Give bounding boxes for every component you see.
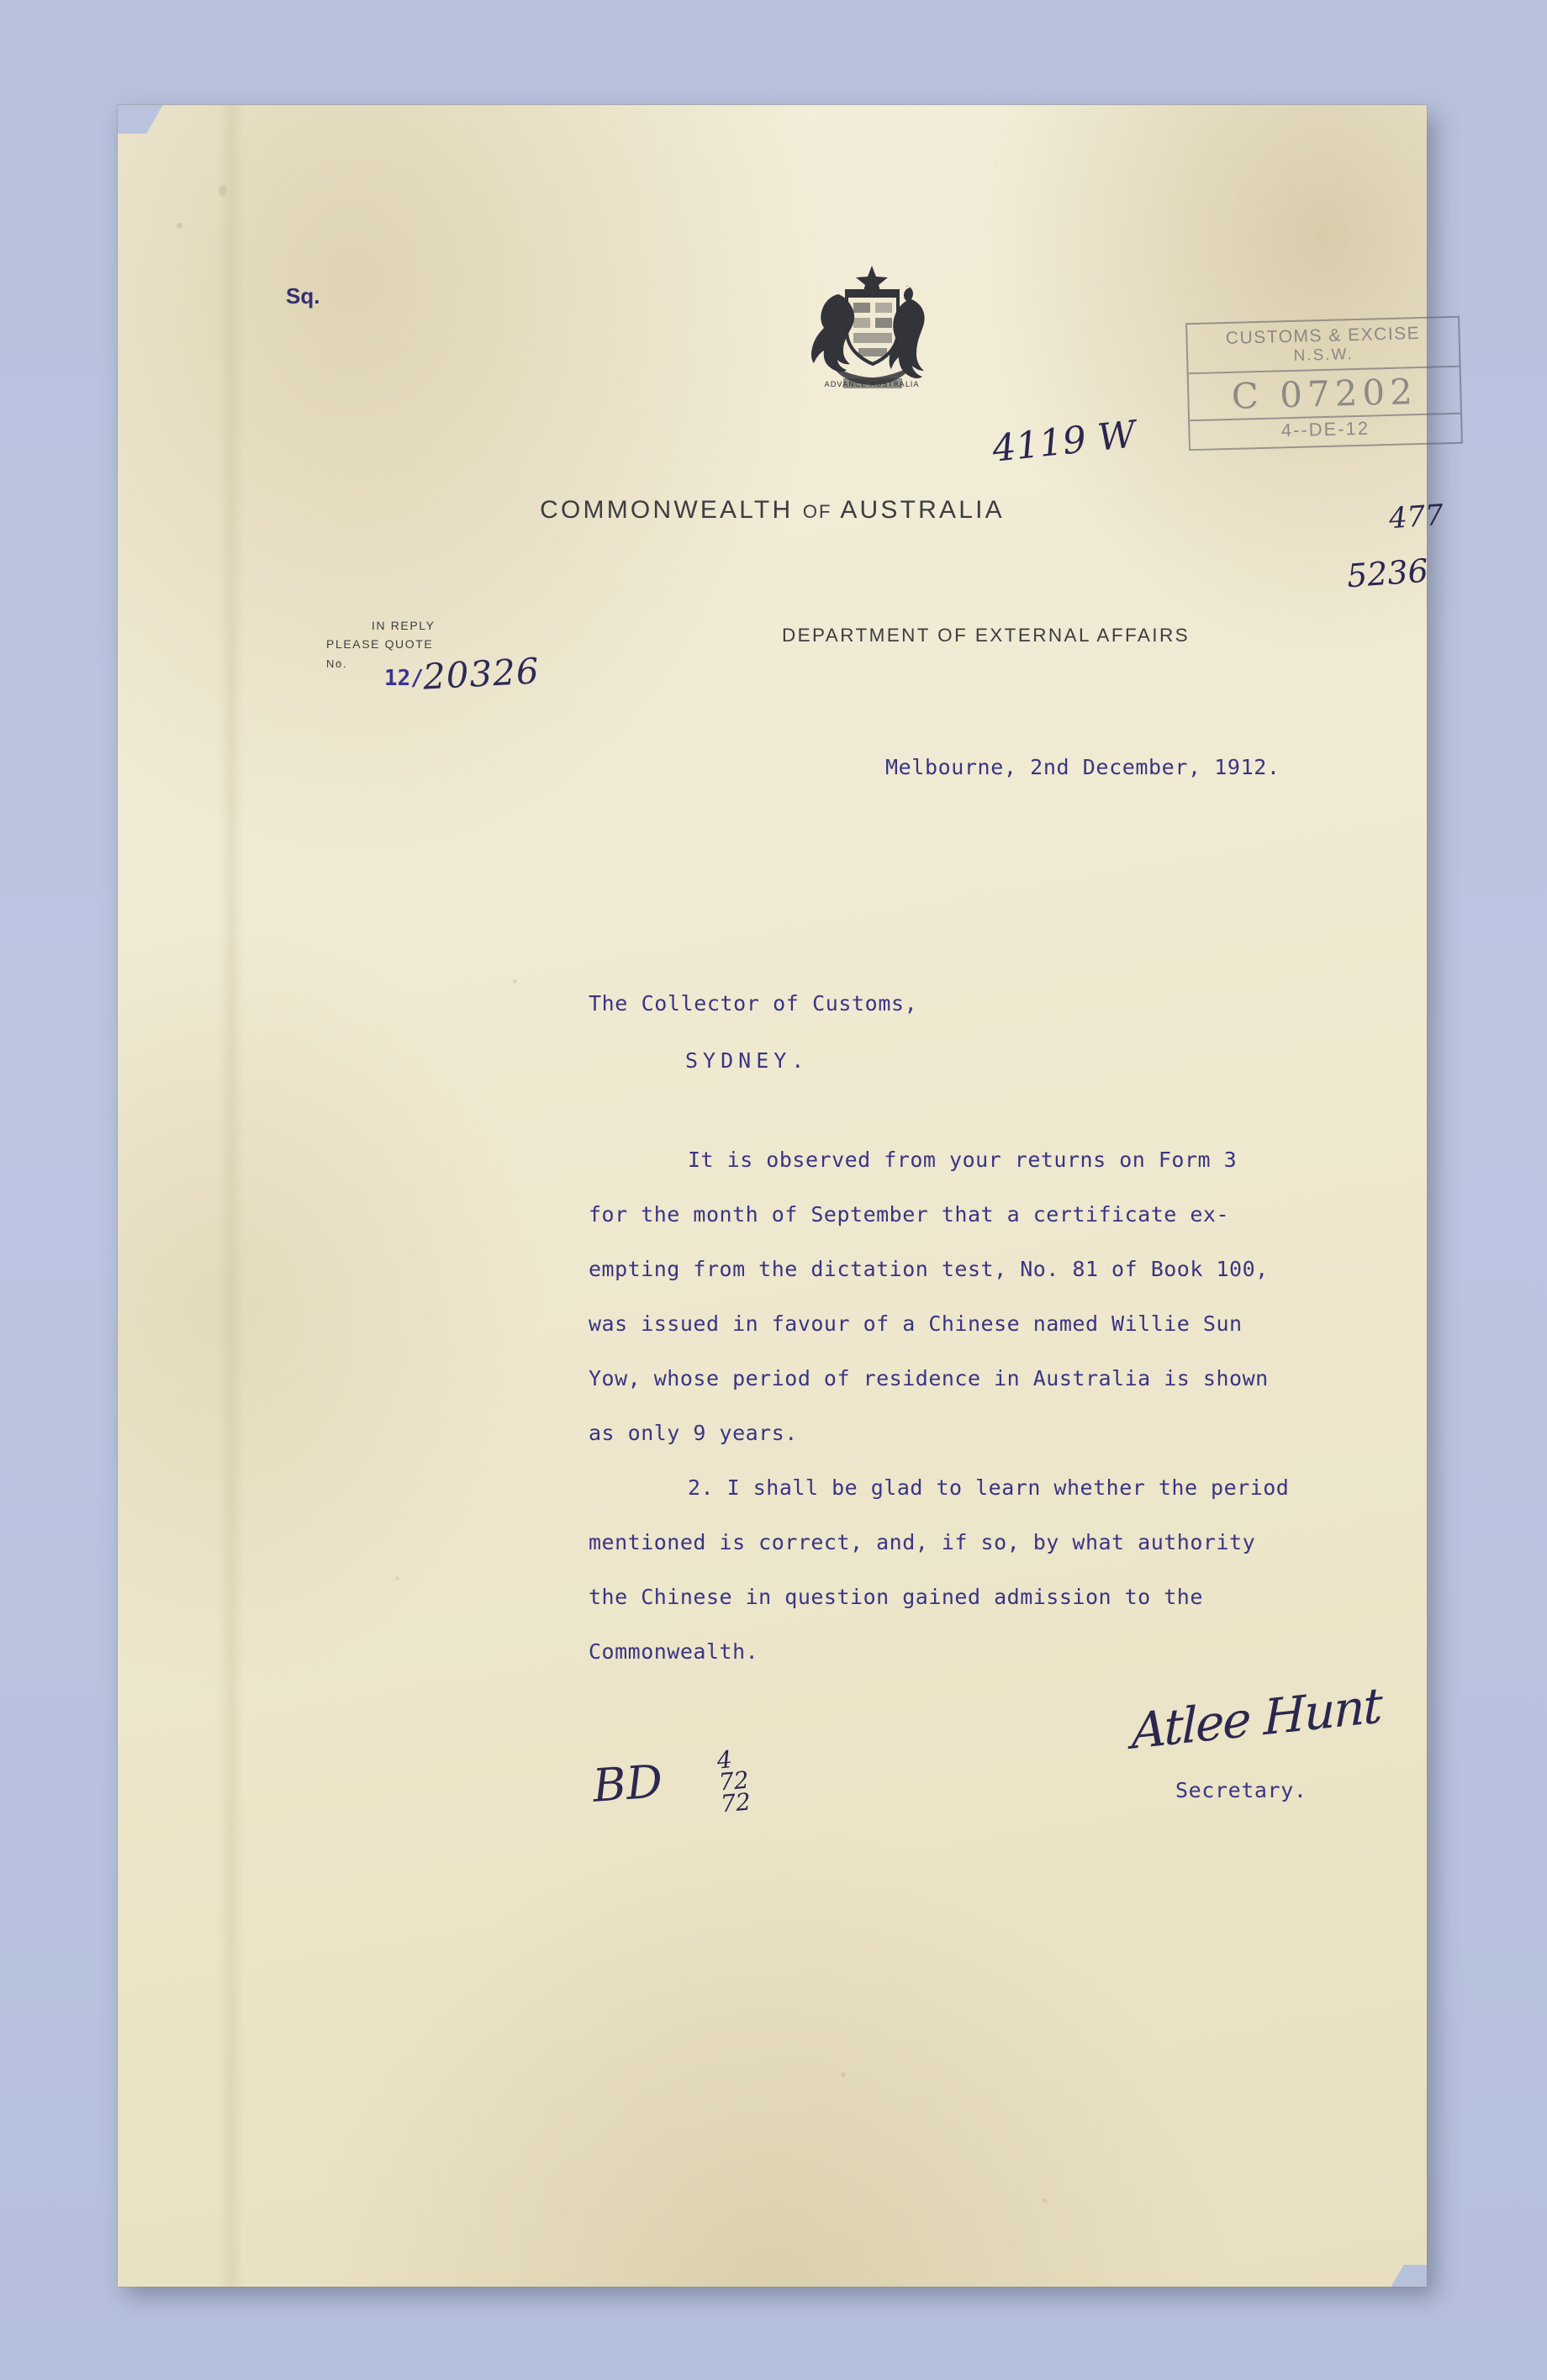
annotation-initials: BD <box>590 1755 665 1813</box>
please-quote-label: PLEASE QUOTE <box>326 637 434 651</box>
svg-text:ADVANCE AUSTRALIA: ADVANCE AUSTRALIA <box>824 381 920 389</box>
body-line: the Chinese in question gained admission to the <box>589 1585 1203 1609</box>
paper-speck <box>513 979 517 984</box>
department-line: DEPARTMENT OF EXTERNAL AFFAIRS <box>782 625 1190 646</box>
date-line: Melbourne, 2nd December, 1912. <box>885 755 1280 779</box>
letter-body <box>589 1132 1463 1679</box>
body-line: mentioned is correct, and, if so, by what authority <box>589 1530 1256 1554</box>
reference-no-label: No. <box>326 657 348 670</box>
body-line: Commonwealth. <box>589 1639 759 1664</box>
paper-speck <box>395 1576 399 1581</box>
signature-title: Secretary. <box>1175 1778 1307 1802</box>
stamp-date: 4--DE-12 <box>1280 417 1370 441</box>
stamp-line-office: CUSTOMS & EXCISE <box>1225 323 1421 349</box>
paper-speck <box>841 2072 846 2077</box>
addressee-line-1: The Collector of Customs, <box>589 991 918 1016</box>
stamp-number: C 07202 <box>1231 371 1418 417</box>
commonwealth-coat-of-arms-icon <box>795 261 950 404</box>
addressee-line-2: SYDNEY. <box>685 1048 810 1073</box>
body-line: as only 9 years. <box>589 1421 798 1445</box>
document-paper <box>118 105 1445 2287</box>
body-line: was issued in favour of a Chinese named Willie Sun <box>589 1311 1243 1336</box>
body-line: for the month of September that a certificate ex- <box>589 1202 1230 1227</box>
body-line: empting from the dictation test, No. 81 of Book 100, <box>589 1257 1269 1281</box>
body-line: Yow, whose period of residence in Australia is shown <box>589 1366 1269 1391</box>
addressee-block <box>589 975 917 1090</box>
annotation-4119w: 4119 W <box>990 413 1138 471</box>
customs-stamp <box>1185 316 1463 451</box>
paper-speck <box>219 185 227 197</box>
stamp-line-state: N.S.W. <box>1293 346 1354 365</box>
annotation-472: 4 72 72 <box>715 1745 752 1818</box>
paper-speck <box>1043 2198 1047 2203</box>
signature: Atlee Hunt <box>1131 1676 1381 1760</box>
body-line: 2. I shall be glad to learn whether the period <box>688 1475 1290 1500</box>
letterhead-title <box>118 496 1427 525</box>
letterhead-of: OF <box>802 501 832 522</box>
letterhead-australia: AUSTRALIA <box>840 496 1005 524</box>
annotation-sq: Sq. <box>286 283 320 309</box>
letterhead-commonwealth: COMMONWEALTH <box>540 496 794 524</box>
reference-number-typed: 12/ <box>384 666 424 691</box>
annotation-5236: 5236 <box>1345 551 1430 595</box>
paper-speck <box>177 223 182 229</box>
body-line: It is observed from your returns on Form 3 <box>688 1148 1238 1172</box>
in-reply-label: IN REPLY <box>372 619 436 632</box>
in-reply-please-quote <box>326 616 436 673</box>
annotation-477: 477 <box>1387 498 1445 536</box>
reference-number-hand: 20326 <box>421 650 541 698</box>
paper-fold <box>219 105 244 2287</box>
